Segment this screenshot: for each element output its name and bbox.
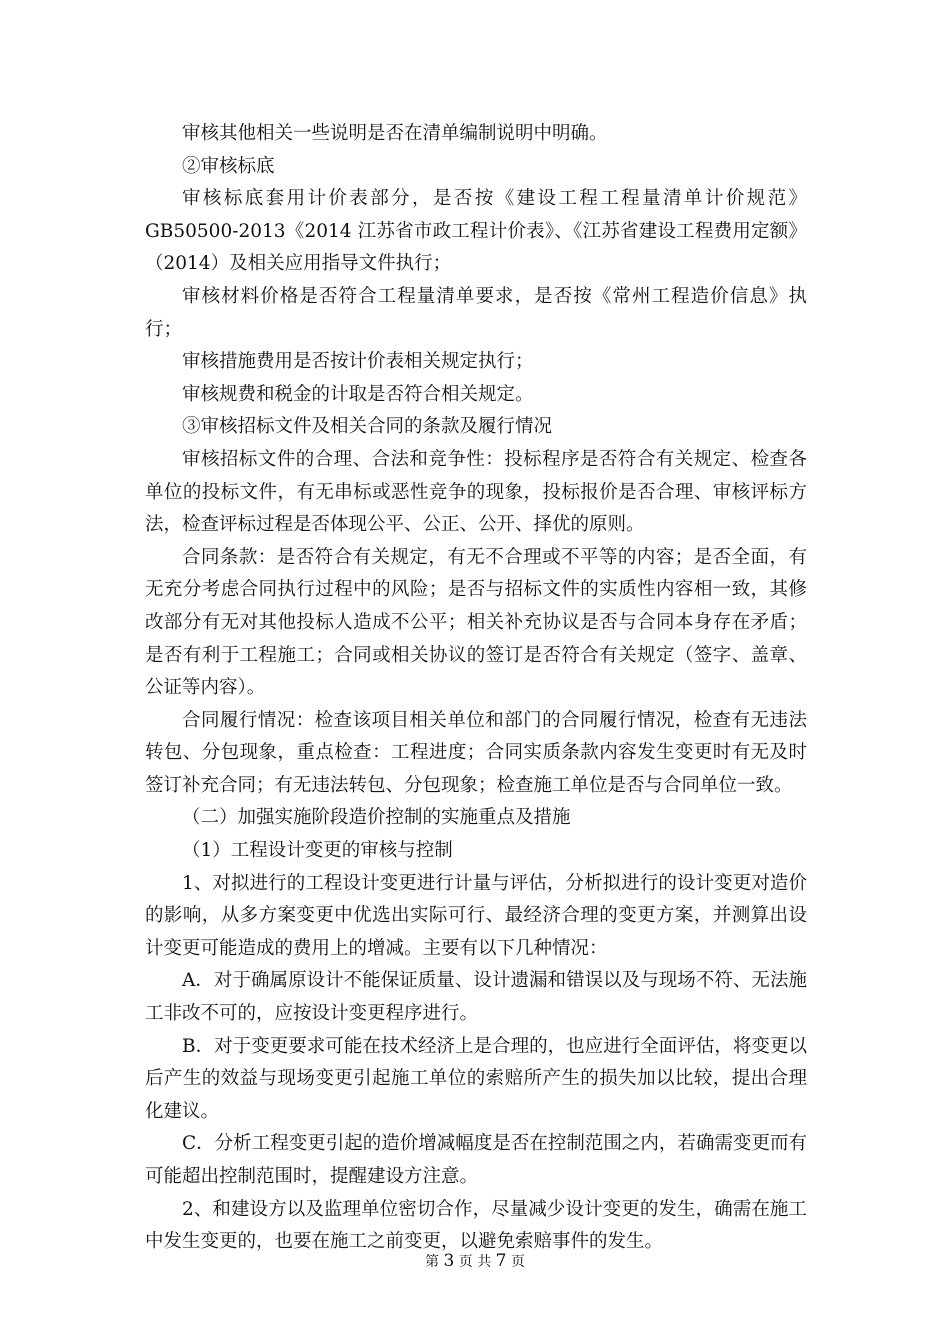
section-heading: ③审核招标文件及相关合同的条款及履行情况 xyxy=(182,416,553,438)
paragraph: 审核材料价格是否符合工程量清单要求，是否按《常州工程造价信息》执行； xyxy=(145,285,807,340)
document-body xyxy=(145,118,807,1259)
footer-suffix: 页 xyxy=(510,1254,525,1270)
paragraph: 1、对拟进行的工程设计变更进行计量与评估，分析拟进行的设计变更对造价的影响，从多方案变更中优选出实际可行、最经济合理的变更方案，并测算出设计变更可能造成的费用上的增减。主要有以下几种情况： xyxy=(145,872,807,959)
paragraph: 2、和建设方以及监理单位密切合作，尽量减少设计变更的发生，确需在施工中发生变更的，也要在施工之前变更，以避免索赔事件的发生。 xyxy=(145,1198,807,1253)
page-footer xyxy=(0,1251,950,1271)
paragraph: A．对于确属原设计不能保证质量、设计遗漏和错误以及与现场不符、无法施工非改不可的，应按设计变更程序进行。 xyxy=(145,970,807,1025)
footer-prefix: 第 xyxy=(425,1254,440,1270)
subsection-heading: （1）工程设计变更的审核与控制 xyxy=(182,840,453,862)
paragraph: B．对于变更要求可能在技术经济上是合理的，也应进行全面评估，将变更以后产生的效益与现场变更引起施工单位的索赔所产生的损失加以比较，提出合理化建议。 xyxy=(145,1035,807,1122)
paragraph: C．分析工程变更引起的造价增减幅度是否在控制范围之内，若确需变更而有可能超出控制范围时，提醒建设方注意。 xyxy=(145,1133,807,1187)
paragraph: 审核措施费用是否按计价表相关规定执行； xyxy=(182,351,534,373)
current-page-number: 3 xyxy=(443,1251,455,1271)
paragraph: 审核规费和税金的计取是否符合相关规定。 xyxy=(182,383,534,405)
paragraph: 审核标底套用计价表部分，是否按《建设工程工程量清单计价规范》GB50500-2013《2014 江苏省市政工程计价表》、《江苏省建设工程费用定额》（2014）及相关应用指导文件执行； xyxy=(145,188,807,275)
paragraph: 审核招标文件的合理、合法和竞争性：投标程序是否符合有关规定、检查各单位的投标文件，有无串标或恶性竞争的现象，投标报价是否合理、审核评标方法，检查评标过程是否体现公平、公正、公开、择优的原则。 xyxy=(145,448,807,536)
section-heading: （二）加强实施阶段造价控制的实施重点及措施 xyxy=(182,807,571,829)
paragraph: 审核其他相关一些说明是否在清单编制说明中明确。 xyxy=(182,123,608,144)
total-pages-number: 7 xyxy=(495,1251,507,1271)
paragraph: 合同履行情况：检查该项目相关单位和部门的合同履行情况，检查有无违法转包、分包现象，重点检查：工程进度；合同实质条款内容发生变更时有无及时签订补充合同；有无违法转包、分包现象；检查施工单位是否与合同单位一致。 xyxy=(145,709,807,796)
paragraph: 合同条款：是否符合有关规定，有无不合理或不平等的内容；是否全面，有无充分考虑合同执行过程中的风险；是否与招标文件的实质性内容相一致，其修改部分有无对其他投标人造成不公平；相关补充协议是否与合同本身存在矛盾；是否有利于工程施工；合同或相关协议的签订是否符合有关规定（签字、盖章、公证等内容）。 xyxy=(145,546,807,699)
footer-middle: 页 共 xyxy=(458,1254,492,1270)
section-heading: ②审核标底 xyxy=(182,155,275,177)
